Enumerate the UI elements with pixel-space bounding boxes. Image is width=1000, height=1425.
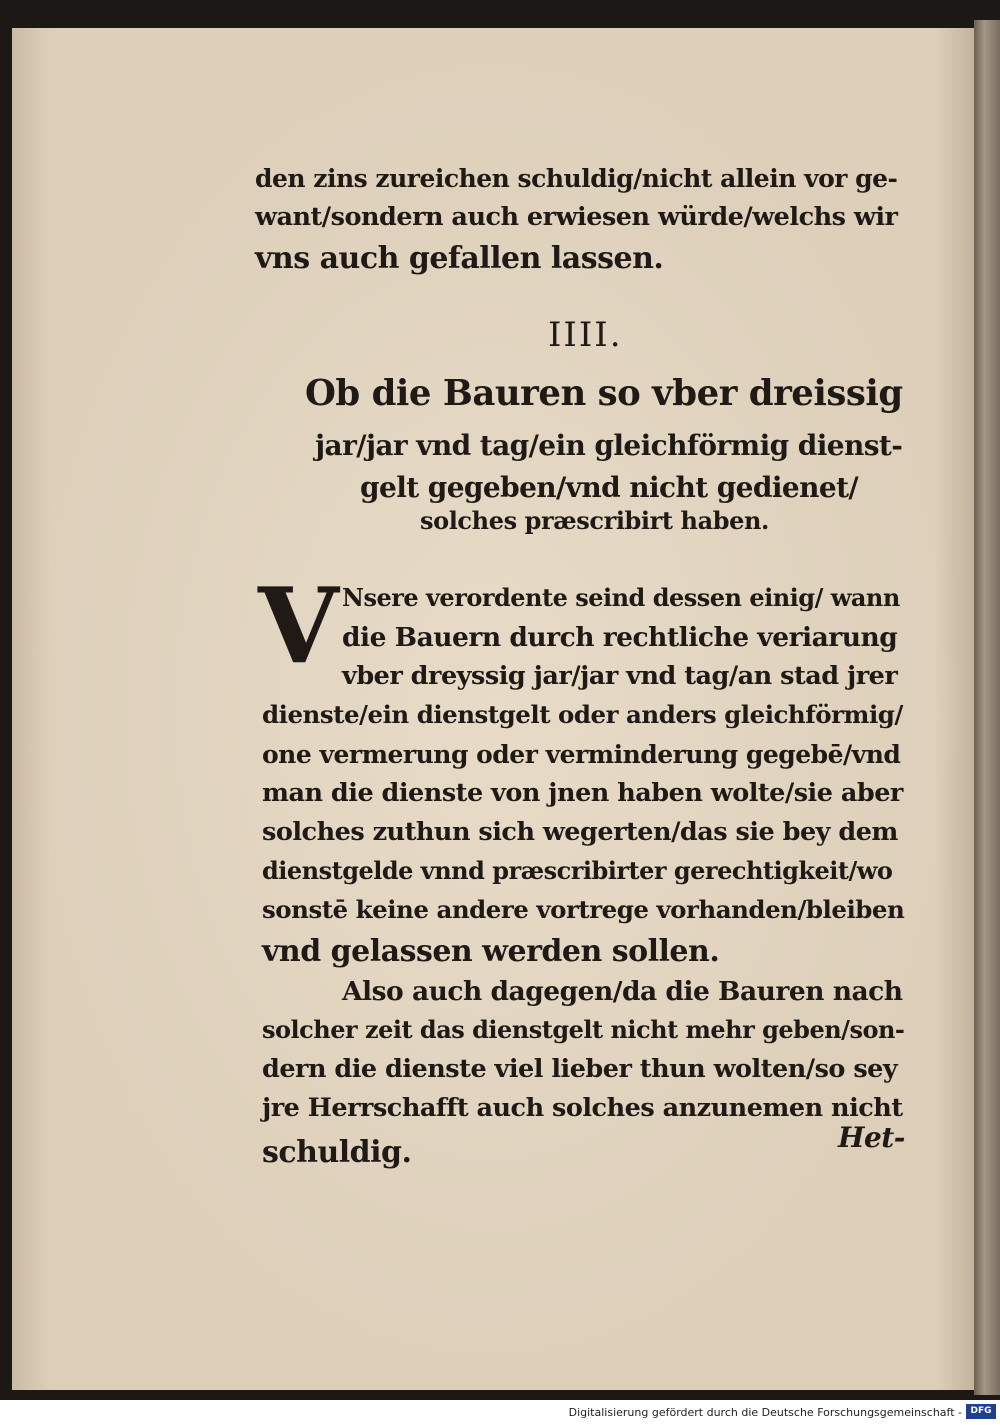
heading-line-3: gelt gegeben/vnd nicht gedienet/ <box>360 471 859 504</box>
text-line-top-2: want/sondern auch erwiesen würde/welchs wir <box>255 202 898 232</box>
heading-main: Ob die Bauren so vber dreissig <box>305 373 903 414</box>
paragraph-1-line-8: dienstgelde vnnd præscribirter gerechtigkeit/wo <box>262 856 893 885</box>
dfg-logo-icon: DFG <box>966 1404 996 1419</box>
paragraph-2-line-2: solcher zeit das dienstgelt nicht mehr geben/son- <box>262 1015 905 1044</box>
text-line-top-3: vns auch gefallen lassen. <box>255 241 664 276</box>
paragraph-2-line-4: jre Herrschafft auch solches anzunemen nicht <box>262 1093 903 1123</box>
drop-cap: V <box>258 564 339 687</box>
paragraph-1-line-4: dienste/ein dienstgelt oder anders gleichförmig/ <box>262 700 903 729</box>
adjacent-page-edge <box>974 20 1000 1395</box>
text-line-top-1: den zins zureichen schuldig/nicht allein vor ge- <box>255 164 898 193</box>
digitization-footer <box>0 1400 1000 1425</box>
paragraph-1-line-5: one vermerung oder verminderung gegebē/vnd <box>262 740 901 769</box>
heading-line-4: solches præscribirt haben. <box>420 506 769 535</box>
paragraph-1-line-2: die Bauern durch rechtliche veriarung <box>342 622 898 653</box>
paragraph-1-line-10: vnd gelassen werden sollen. <box>262 934 720 969</box>
paragraph-1-line-6: man die dienste von jnen haben wolte/sie aber <box>262 778 903 808</box>
section-number: IIII. <box>548 315 623 355</box>
paragraph-2-line-5: schuldig. <box>262 1135 412 1170</box>
footer-credit-text: Digitalisierung gefördert durch die Deutsche Forschungsgemeinschaft - <box>568 1406 962 1419</box>
paragraph-1-line-3: vber dreyssig jar/jar vnd tag/an stad jrer <box>342 661 898 691</box>
paragraph-1-line-9: sonstē keine andere vortrege vorhanden/bleiben <box>262 895 905 924</box>
paragraph-1-line-7: solches zuthun sich wegerten/das sie bey dem <box>262 817 898 847</box>
paragraph-2-line-3: dern die dienste viel lieber thun wolten/so sey <box>262 1054 898 1084</box>
heading-line-2: jar/jar vnd tag/ein gleichförmig dienst- <box>315 429 903 462</box>
paragraph-2-line-1: Also auch dagegen/da die Bauren nach <box>342 976 903 1007</box>
paragraph-1-line-1: Nsere verordente seind dessen einig/ wann <box>342 583 900 612</box>
catchword: Het- <box>838 1121 905 1154</box>
